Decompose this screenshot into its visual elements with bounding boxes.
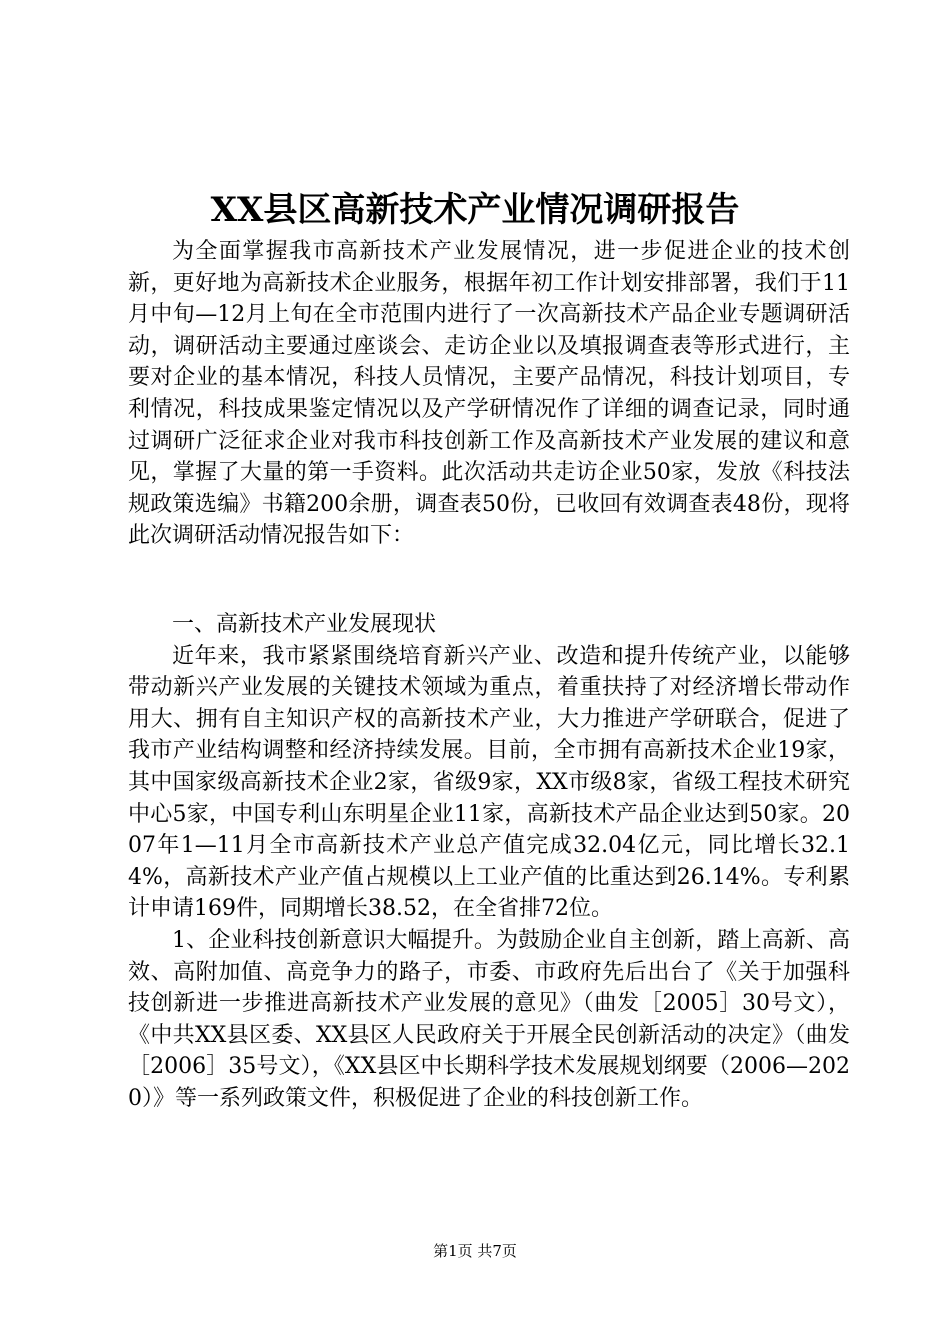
section1-block [128,609,850,1115]
section1-heading: 一、高新技术产业发展现状 [172,612,437,637]
document-title: XX县区高新技术产业情况调研报告 [210,190,740,230]
section1-paragraph: 近年来，我市紧紧围绕培育新兴产业、改造和提升传统产业，以能够带动新兴产业发展的关键技术领域为重点，着重扶持了对经济增长带动作用大、拥有自主知识产权的高新技术产业，大力推进产学研联合，促进了我市产业结构调整和经济持续发展。目前，全市拥有高新技术企业19家，其中国家级高新技术企业2家，省级9家，XX市级8家，省级工程技术研究中心5家，中国专利山东明星企业11家，高新技术产品企业达到50家。2007年1—11月全市高新技术产业总产值完成32.04亿元，同比增长32.14%，高新技术产业产值占规模以上工业产值的比重达到26.14%。专利累计申请169件，同期增长38.52，在全省排72位。 [128,643,850,922]
intro-paragraph: 为全面掌握我市高新技术产业发展情况，进一步促进企业的技术创新，更好地为高新技术企业服务，根据年初工作计划安排部署，我们于11月中旬—12月上旬在全市范围内进行了一次高新技术产品企业专题调研活动，调研活动主要通过座谈会、走访企业以及填报调查表等形式进行，主要对企业的基本情况，科技人员情况，主要产品情况，科技计划项目，专利情况，科技成果鉴定情况以及产学研情况作了详细的调查记录，同时通过调研广泛征求企业对我市科技创新工作及高新技术产业发展的建议和意见，掌握了大量的第一手资料。此次活动共走访企业50家，发放《科技法规政策选编》书籍200余册，调查表50份，已收回有效调查表48份，现将此次调研活动情况报告如下： [128,239,850,549]
intro-block [128,236,850,552]
item1-paragraph: 1、企业科技创新意识大幅提升。为鼓励企业自主创新，踏上高新、高效、高附加值、高竞争力的路子，市委、市政府先后出台了《关于加强科技创新进一步推进高新技术产业发展的意见》（曲发［2005］30号文），《中共XX县区委、XX县区人民政府关于开展全民创新活动的决定》（曲发［2006］35号文），《XX县区中长期科学技术发展规划纲要（2006—2020）》等一系列政策文件，积极促进了企业的科技创新工作。 [128,927,850,1111]
page-footer: 第1页 共7页 [433,1242,517,1260]
